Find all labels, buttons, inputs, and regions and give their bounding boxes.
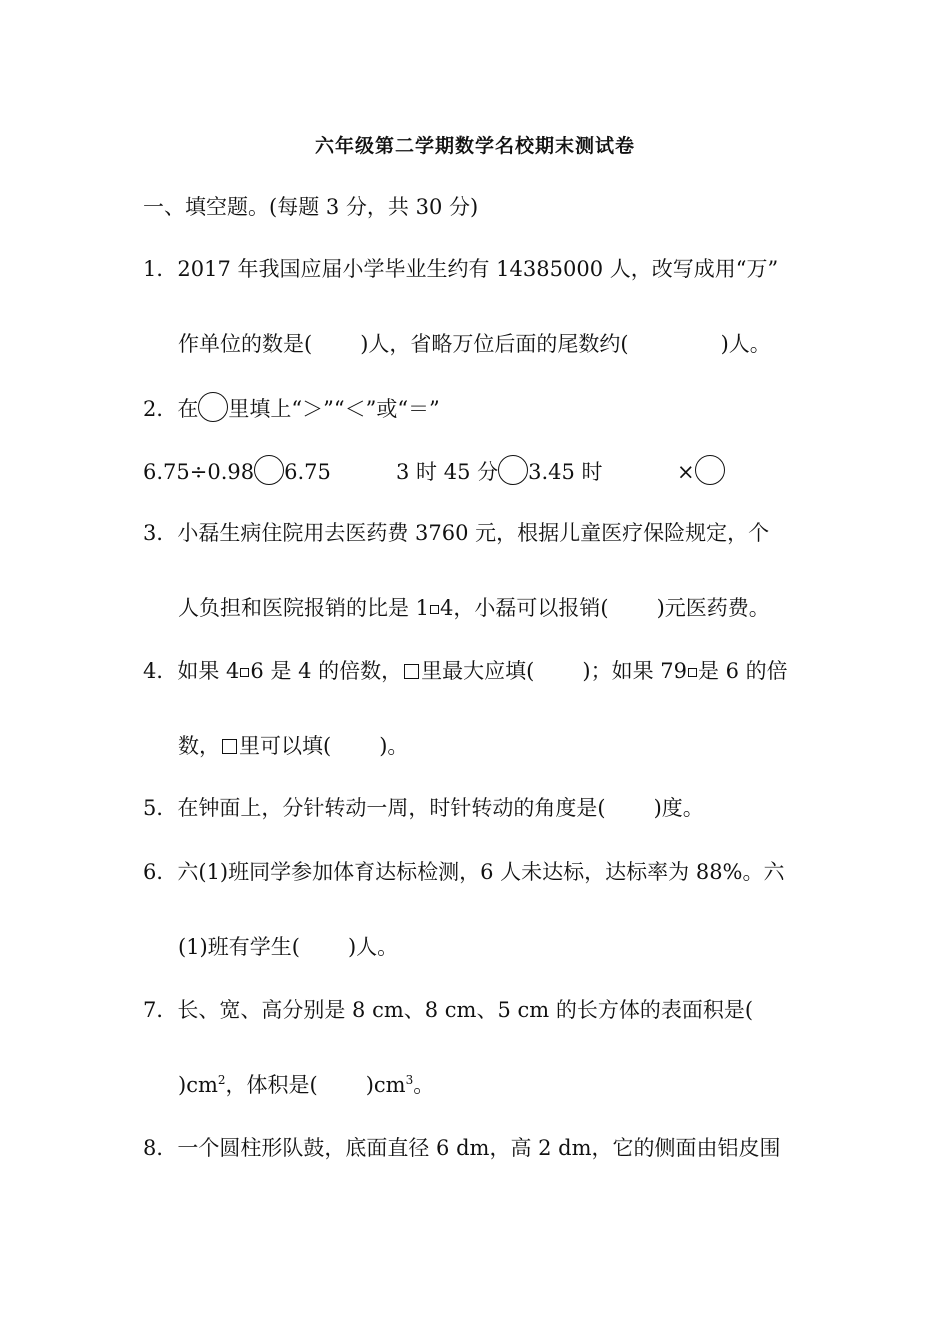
question-text: 4，小磊可以报销(	[440, 596, 609, 620]
question-text: 一个圆柱形队鼓，底面直径 6 dm，高 2 dm，它的侧面由铝皮围	[177, 1136, 781, 1160]
question-text: (1)班有学生(	[178, 935, 300, 959]
question-6-line-1	[143, 858, 785, 886]
expression-right: 3.45 时	[528, 460, 603, 484]
question-text: ，体积是(	[225, 1073, 318, 1097]
question-2-expression-3	[677, 455, 725, 486]
question-1-line-2	[178, 330, 771, 358]
question-text: 是 6 的倍	[697, 659, 788, 683]
question-text: 里最大应填(	[421, 659, 535, 683]
digit-box-icon	[222, 739, 237, 754]
expression-left: 3 时 45 分	[396, 460, 499, 484]
question-text: )；如果 79	[582, 659, 687, 683]
question-5-line-1	[143, 794, 704, 822]
question-text: 作单位的数是(	[178, 332, 313, 356]
question-text: 人负担和医院报销的比是 1	[178, 596, 430, 620]
question-number: 2．	[143, 397, 178, 421]
section-heading: 一、填空题。(每题 3 分，共 30 分)	[143, 195, 479, 219]
question-text: 如果 4	[177, 659, 240, 683]
unit-exponent: 3	[405, 1073, 414, 1087]
unit-exponent: 2	[217, 1073, 226, 1087]
question-8-line-1	[143, 1134, 781, 1162]
compare-circle-icon	[198, 392, 228, 422]
question-4-line-2	[178, 732, 408, 760]
question-number: 4．	[143, 659, 178, 683]
question-6-line-2	[178, 933, 398, 961]
question-text: 。	[413, 1073, 435, 1097]
compare-circle-icon[interactable]	[498, 455, 528, 485]
question-number: 7．	[143, 998, 178, 1022]
question-text: 在	[177, 397, 199, 421]
question-4-line-1	[143, 657, 788, 685]
question-text: 里可以填(	[239, 734, 332, 758]
expression-right: 6.75	[284, 460, 331, 484]
question-7-line-2	[178, 1071, 434, 1099]
question-text: )人。	[720, 332, 771, 356]
question-3-line-2	[178, 594, 770, 622]
question-text: )度。	[653, 796, 704, 820]
digit-box-icon	[688, 668, 697, 677]
compare-circle-icon[interactable]	[695, 455, 725, 485]
question-2-expression-1	[143, 455, 331, 486]
ratio-box-icon	[430, 605, 439, 614]
question-text: 六(1)班同学参加体育达标检测，6 人未达标，达标率为 88%。六	[177, 860, 785, 884]
question-text: 小磊生病住院用去医药费 3760 元，根据儿童医疗保险规定，个	[177, 521, 770, 545]
question-text: 数，	[178, 734, 220, 758]
question-text: 里填上“＞”“＜”或“＝”	[228, 397, 440, 421]
question-1-line-1	[143, 255, 778, 283]
question-number: 5．	[143, 796, 178, 820]
question-number: 3．	[143, 521, 178, 545]
question-7-line-1	[143, 996, 753, 1024]
digit-box-icon	[240, 668, 249, 677]
compare-circle-icon[interactable]	[254, 455, 284, 485]
page-title: 六年级第二学期数学名校期末测试卷	[314, 135, 635, 157]
question-number: 8．	[143, 1136, 178, 1160]
question-text: 2017 年我国应届小学毕业生约有 14385000 人，改写成用“万”	[177, 257, 779, 281]
question-2-line-1	[143, 392, 440, 423]
question-text: )cm	[178, 1073, 218, 1097]
digit-box-icon	[404, 664, 419, 679]
question-text: 在钟面上，分针转动一周，时针转动的角度是(	[177, 796, 606, 820]
question-text: )人。	[347, 935, 399, 959]
expression-left: ×	[677, 460, 695, 484]
question-number: 6．	[143, 860, 178, 884]
question-text: 长、宽、高分别是 8 cm、8 cm、5 cm 的长方体的表面积是(	[177, 998, 754, 1022]
question-text: )元医药费。	[656, 596, 770, 620]
question-text: )人，省略万位后面的尾数约(	[360, 332, 629, 356]
expression-left: 6.75÷0.98	[143, 460, 255, 484]
question-2-expression-2	[396, 455, 603, 486]
question-3-line-1	[143, 519, 769, 547]
question-text: )cm	[365, 1073, 406, 1097]
question-number: 1．	[143, 257, 178, 281]
question-text: )。	[379, 734, 409, 758]
question-text: 6 是 4 的倍数，	[250, 659, 403, 683]
